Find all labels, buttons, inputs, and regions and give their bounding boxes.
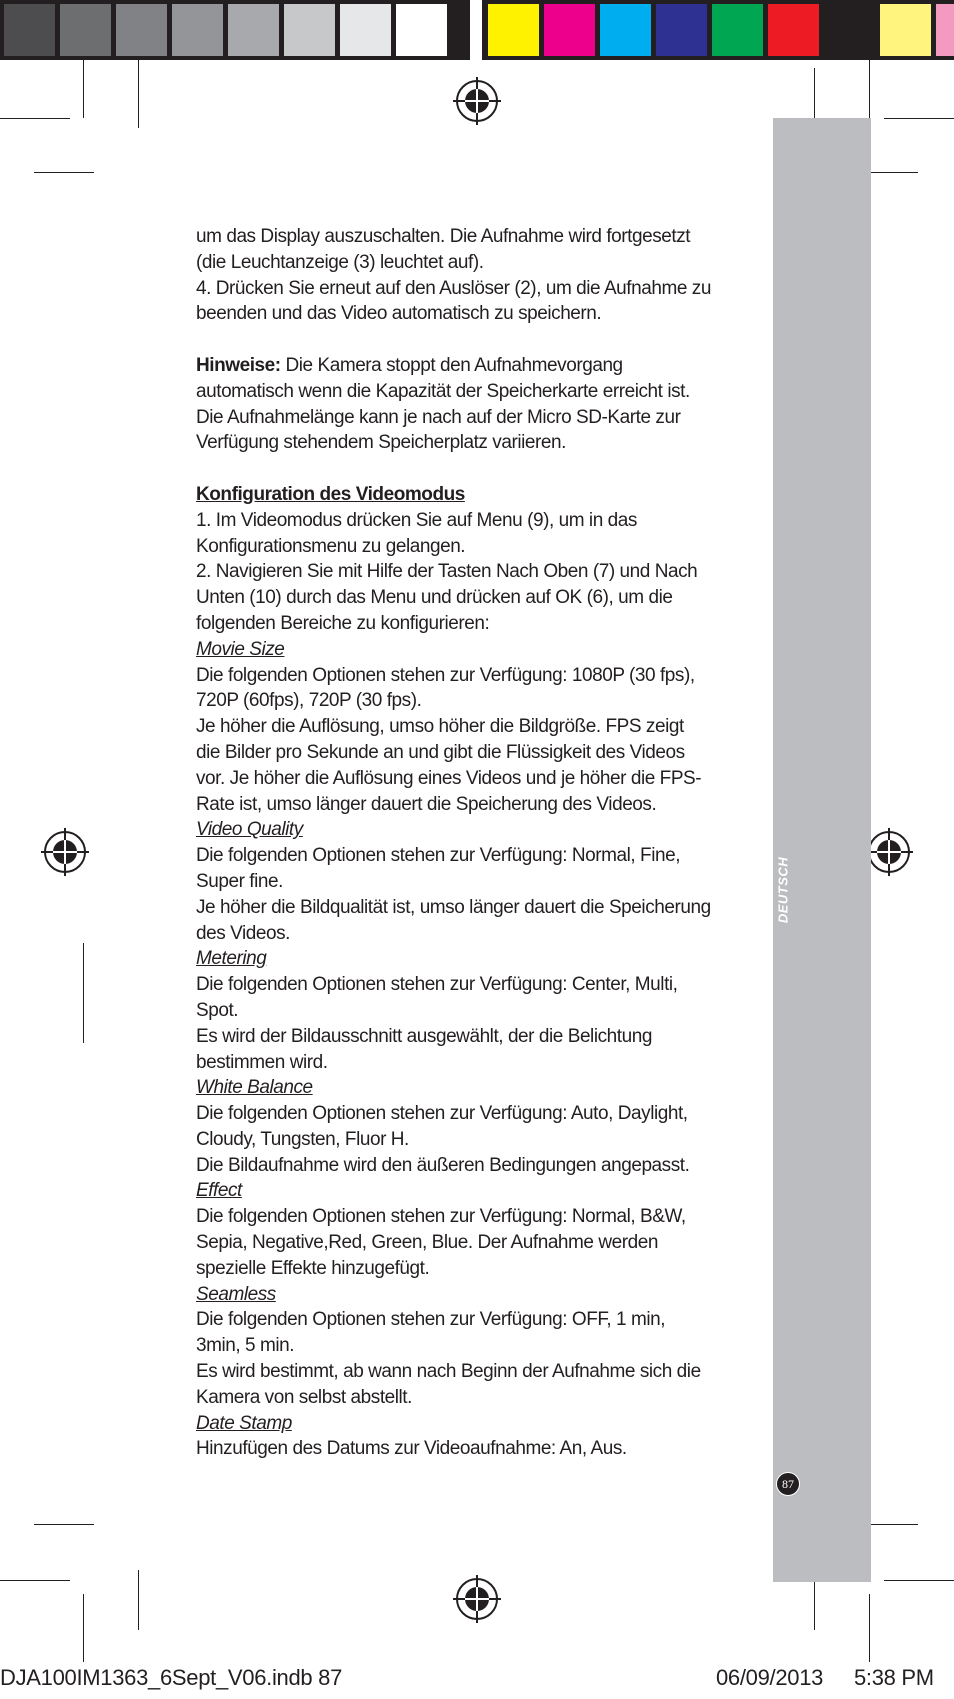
setting-item (196, 1075, 768, 1178)
setting-item (196, 817, 768, 946)
section-heading: Konfiguration des Videomodus (196, 483, 465, 505)
text-line: Spot. (196, 999, 239, 1021)
note-text: Die Kamera stoppt den Aufnahmevorgang (280, 354, 623, 376)
setting-title: Seamless (196, 1283, 276, 1305)
text-line: Es wird bestimmt, ab wann nach Beginn der Aufnahme sich die (196, 1361, 701, 1383)
text-line: Die folgenden Optionen stehen zur Verfügung: Normal, Fine, (196, 845, 681, 867)
text-line: Die folgenden Optionen stehen zur Verfügung: OFF, 1 min, (196, 1309, 666, 1331)
gray-swatch (116, 4, 167, 56)
text-line: Je höher die Bildqualität ist, umso länger dauert die Speicherung (196, 896, 711, 918)
setting-title: White Balance (196, 1077, 313, 1099)
text-line: 1. Im Videomodus drücken Sie auf Menu (9), um in das (196, 509, 637, 531)
footer-file-info: DJA100IM1363_6Sept_V06.indb 87 (0, 1665, 343, 1690)
gray-swatch (60, 4, 111, 56)
color-swatch (656, 4, 707, 56)
text-line: (die Leuchtanzeige (3) leuchtet auf). (196, 251, 484, 273)
text-line: 4. Drücken Sie erneut auf den Auslöser (2), um die Aufnahme zu (196, 277, 711, 299)
footer-time: 5:38 PM (854, 1665, 934, 1690)
setting-item (196, 637, 768, 818)
text-line: um das Display auszuschalten. Die Aufnahme wird fortgesetzt (196, 226, 691, 247)
text-line (196, 353, 768, 379)
setting-title: Effect (196, 1180, 242, 1202)
text-line: Die folgenden Optionen stehen zur Verfügung: Auto, Daylight, (196, 1103, 688, 1125)
text-line: Die folgenden Optionen stehen zur Verfügung: Normal, B&W, (196, 1206, 686, 1228)
text-line: Kamera von selbst abstellt. (196, 1386, 412, 1408)
text-line: Hinzufügen des Datums zur Videoaufnahme: An, Aus. (196, 1438, 627, 1460)
language-side-tab (773, 118, 871, 1582)
text-line: 720P (60fps), 720P (30 fps). (196, 690, 422, 712)
setting-title: Video Quality (196, 819, 303, 841)
settings-list (196, 637, 768, 1463)
color-swatch (544, 4, 595, 56)
text-line: Die Bildaufnahme wird den äußeren Bedingungen angepasst. (196, 1154, 690, 1176)
registration-mark-icon (452, 1574, 502, 1624)
text-line: Unten (10) durch das Menu und drücken auf OK (6), um die (196, 587, 673, 609)
text-line: Konfigurationsmenu zu gelangen. (196, 535, 466, 557)
gray-swatch (4, 4, 55, 56)
note-label: Hinweise: (196, 354, 281, 376)
page-number-badge: 87 (776, 1472, 800, 1496)
text-line: automatisch wenn die Kapazität der Speicherkarte erreicht ist. (196, 380, 690, 402)
color-swatch (488, 4, 539, 56)
footer-date: 06/09/2013 (716, 1665, 824, 1690)
setting-item (196, 1282, 768, 1411)
text-line: spezielle Effekte hinzugefügt. (196, 1257, 430, 1279)
text-line: 2. Navigieren Sie mit Hilfe der Tasten Nach Oben (7) und Nach (196, 561, 698, 583)
color-swatch (768, 4, 819, 56)
registration-mark-icon (40, 827, 90, 877)
gray-swatch (284, 4, 335, 56)
gray-swatch (228, 4, 279, 56)
registration-mark-icon (864, 827, 914, 877)
steps-paragraph (196, 508, 768, 637)
setting-item (196, 1411, 768, 1463)
color-swatch (712, 4, 763, 56)
gray-swatch (340, 4, 391, 56)
setting-title: Movie Size (196, 638, 285, 660)
text-line: 3min, 5 min. (196, 1335, 295, 1357)
text-line: beenden und das Video automatisch zu speichern. (196, 303, 602, 325)
text-line: Cloudy, Tungsten, Fluor H. (196, 1128, 409, 1150)
text-line: die Bilder pro Sekunde an und gibt die Flüssigkeit des Videos (196, 741, 685, 763)
setting-item (196, 1178, 768, 1281)
text-line: Rate ist, umso länger dauert die Speicherung des Videos. (196, 793, 657, 815)
text-line: Sepia, Negative,Red, Green, Blue. Der Aufnahme werden (196, 1232, 658, 1254)
text-line: Es wird der Bildausschnitt ausgewählt, der die Belichtung (196, 1025, 652, 1047)
color-swatch (880, 4, 931, 56)
text-line: Die folgenden Optionen stehen zur Verfügung: Center, Multi, (196, 974, 678, 996)
setting-title: Date Stamp (196, 1412, 292, 1434)
gray-swatch (172, 4, 223, 56)
setting-item (196, 946, 768, 1075)
document-body (196, 224, 768, 1462)
registration-mark-icon (452, 76, 502, 126)
text-line: bestimmen wird. (196, 1051, 328, 1073)
setting-title: Metering (196, 948, 267, 970)
text-line: Super fine. (196, 870, 283, 892)
text-line: folgenden Bereiche zu konfigurieren: (196, 612, 490, 634)
text-line: Verfügung stehendem Speicherplatz variieren. (196, 432, 566, 454)
language-label: DEUTSCH (775, 856, 791, 924)
color-swatch (600, 4, 651, 56)
text-line: Je höher die Auflösung, umso höher die Bildgröße. FPS zeigt (196, 716, 684, 738)
note-paragraph (196, 353, 768, 456)
text-line: Die folgenden Optionen stehen zur Verfügung: 1080P (30 fps), (196, 664, 695, 686)
color-swatch (936, 4, 954, 56)
gray-swatch (396, 4, 447, 56)
color-swatch (824, 4, 875, 56)
text-line: des Videos. (196, 922, 290, 944)
text-line: Die Aufnahmelänge kann je nach auf der Micro SD-Karte zur (196, 406, 681, 428)
text-line: vor. Je höher die Auflösung eines Videos und je höher die FPS- (196, 767, 702, 789)
intro-paragraph (196, 224, 768, 327)
